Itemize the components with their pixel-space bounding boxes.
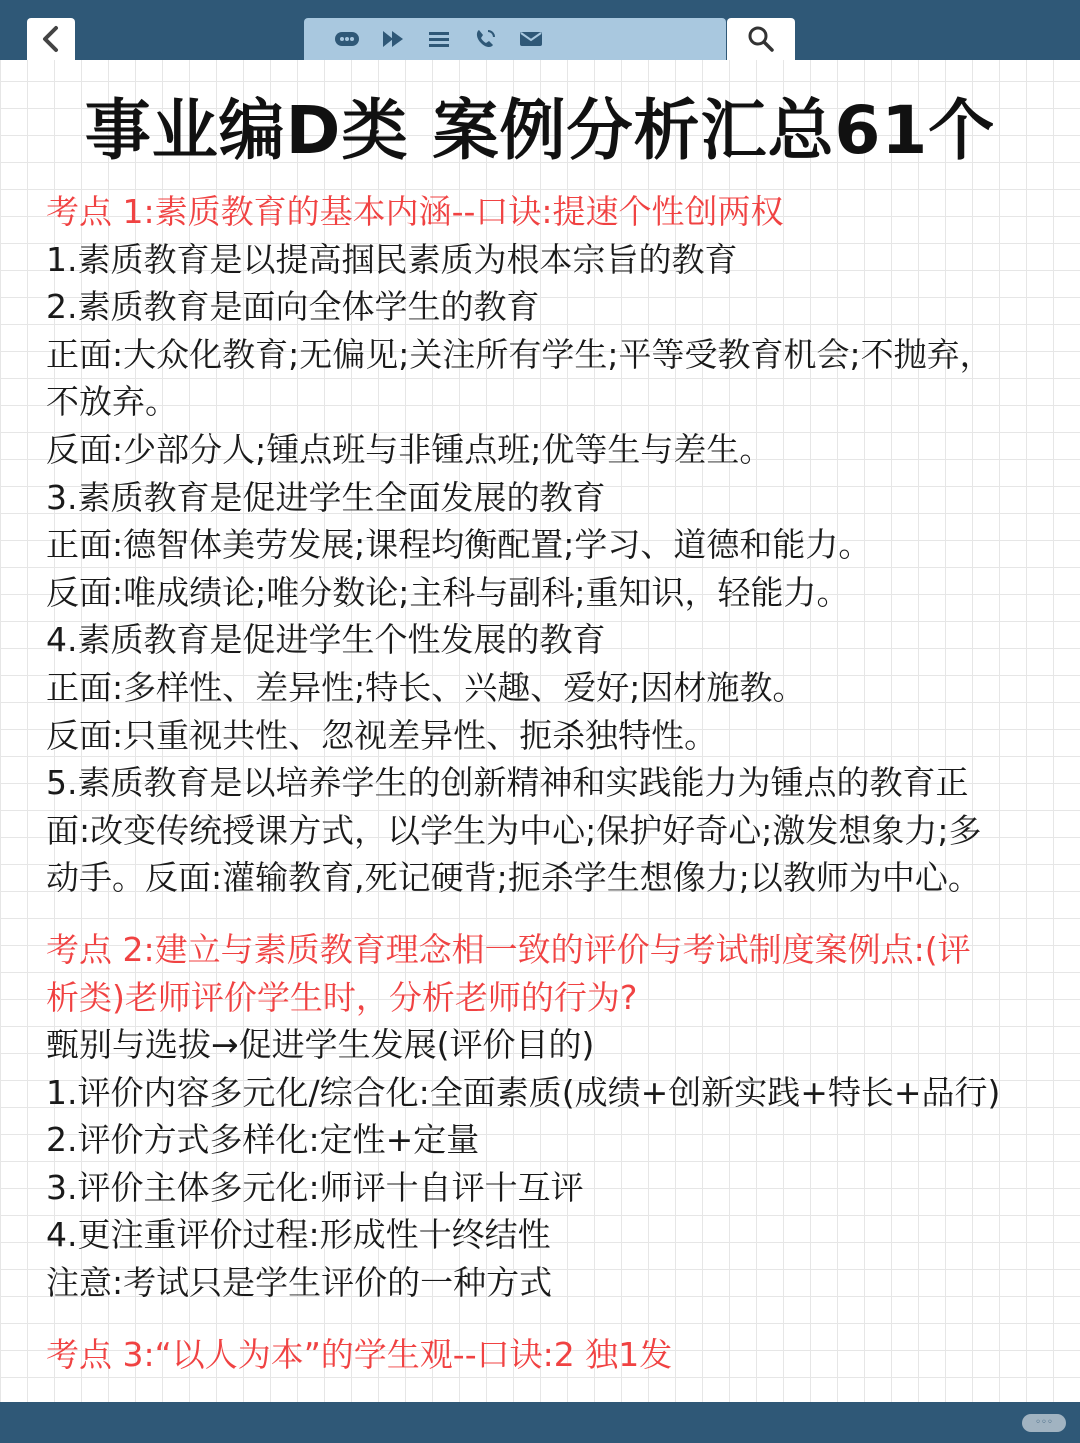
section2-line: 注意:考试只是学生评价的一种方式	[46, 1263, 553, 1303]
section2-line: 2.评价方式多样化:定性+定量	[46, 1120, 480, 1160]
section1-line: 反面:少部分人;锺点班与非锺点班;优等生与差生。	[46, 429, 773, 469]
section1-line: 反面:唯成绩论;唯分数论;主科与副科;重知识，轻能力。	[46, 572, 850, 612]
section1-line: 面:改变传统授课方式，以学生为中心;保护好奇心;激发想象力;多	[46, 810, 982, 850]
watermark-logo: ◦◦◦	[1022, 1414, 1066, 1432]
fast-forward-icon[interactable]	[380, 28, 406, 50]
section1-heading: 考点 1:素质教育的基本内涵--口诀:提速个性创两权	[46, 192, 784, 231]
section2-line: 3.评价主体多元化:师评十自评十互评	[46, 1167, 584, 1207]
section1-line: 1.素质教育是以提高掴民素质为根本宗旨的教育	[46, 239, 738, 279]
list-icon[interactable]	[426, 28, 452, 50]
phone-icon[interactable]	[472, 28, 498, 50]
section1-line: 反面:只重视共性、忽视差异性、扼杀独特性。	[46, 715, 718, 755]
bottom-bar	[0, 1402, 1080, 1443]
back-button[interactable]	[27, 18, 75, 60]
section1-line: 动手。反面:灌输教育,死记硬背;扼杀学生想像力;以教师为中心。	[46, 858, 981, 898]
section1-line: 不放弃。	[46, 382, 178, 422]
app-toolstrip	[304, 18, 726, 60]
search-icon	[747, 25, 775, 53]
chat-bubble-icon[interactable]	[334, 28, 360, 50]
section3-heading: 考点 3:“以人为本”的学生观--口诀:2 独1发	[46, 1334, 673, 1374]
section1-line: 4.素质教育是促进学生个性发展的教育	[46, 620, 606, 660]
section1-line: 2.素质教育是面向全体学生的教育	[46, 287, 540, 327]
top-toolbar	[0, 0, 1080, 60]
section1-line: 3.素质教育是促进学生全面发展的教育	[46, 477, 606, 517]
section2-heading: 析类)老师评价学生时，分析老师的行为?	[46, 977, 638, 1017]
section2-line: 1.评价内容多元化/综合化:全面素质(成绩+创新实践+特长+品行)	[46, 1072, 1001, 1112]
section1-line: 正面:大众化教育;无偏见;关注所有学生;平等受教育机会;不抛弃，	[46, 334, 993, 374]
section1-line: 正面:多样性、差异性;特长、兴趣、爱好;因材施教。	[46, 667, 806, 707]
mail-icon[interactable]	[518, 28, 544, 50]
section2-line: 甄别与选拔→促进学生发展(评价目的)	[46, 1025, 595, 1065]
section1-line: 正面:德智体美劳发展;课程均衡配置;学习、道德和能力。	[46, 525, 872, 565]
page-title: 事业编D类 案例分析汇总61个	[84, 92, 996, 169]
note-content	[46, 188, 1040, 1378]
section2-line: 4.更注重评价过程:形成性十终结性	[46, 1215, 551, 1255]
chevron-left-icon	[39, 24, 63, 54]
section2-heading: 考点 2:建立与素质教育理念相一致的评价与考试制度案例点:(评	[46, 929, 971, 969]
section1-line: 5.素质教育是以培养学生的创新精神和实践能力为锺点的教育正	[46, 763, 969, 803]
search-button[interactable]	[727, 18, 795, 60]
